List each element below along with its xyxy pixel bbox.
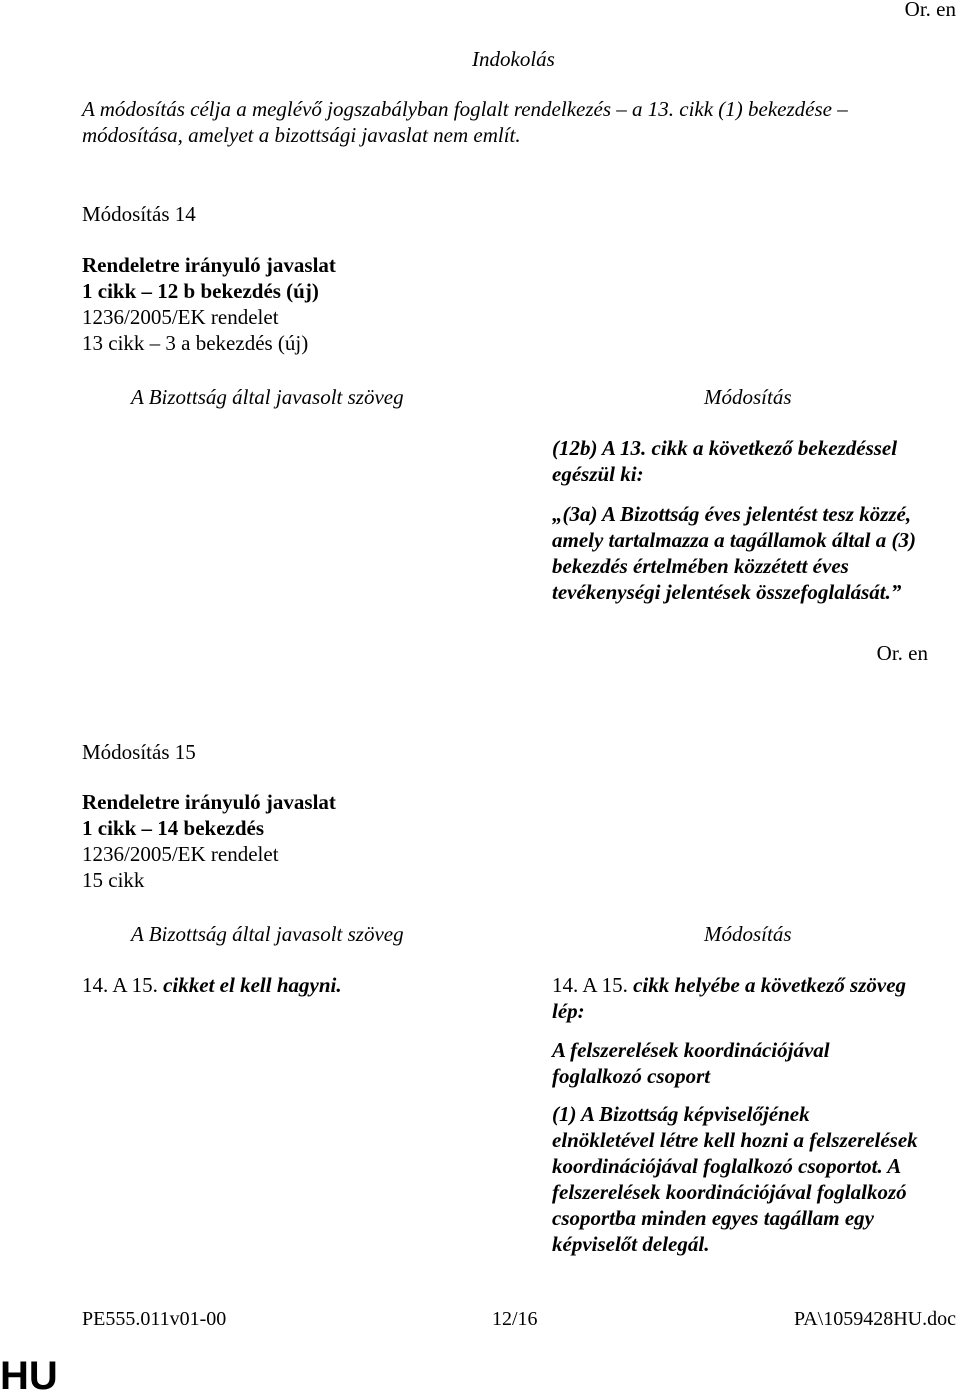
reference-line: Rendeletre irányuló javaslat <box>82 790 336 814</box>
reference-line: 15 cikk <box>82 868 145 892</box>
amendment-14-left-column-header: A Bizottság által javasolt szöveg <box>131 385 404 409</box>
amendment-15-new-heading <box>552 1037 830 1089</box>
justification-text <box>82 96 848 148</box>
amendment-text-line: „(3a) A Bizottság éves jelentést tesz közzé, <box>552 502 912 526</box>
amendment-15-right-column-header: Módosítás <box>704 922 792 946</box>
amendment-14-title: Módosítás 14 <box>82 202 196 226</box>
amendment-14-right-column-header: Módosítás <box>704 385 792 409</box>
amendment-text-line: bekezdés értelmében közzétett éves <box>552 554 849 578</box>
justification-heading: Indokolás <box>472 47 555 71</box>
article-number: 14. A 15. <box>552 973 628 997</box>
amendment-15-reference <box>82 789 336 893</box>
amendment-text-line: lép: <box>552 999 585 1023</box>
amendment-14-quote <box>552 501 916 605</box>
amendment-14-reference <box>82 252 336 356</box>
language-code: HU <box>0 1354 58 1398</box>
deletion-text: cikket el kell hagyni. <box>163 973 342 997</box>
amendment-text-line: amely tartalmazza a tagállamok által a (3) <box>552 528 916 552</box>
amendment-text-line: cikk helyébe a következő szöveg <box>633 973 907 997</box>
amendment-text-line: (12b) A 13. cikk a következő bekezdéssel <box>552 436 898 460</box>
amendment-15-title: Módosítás 15 <box>82 740 196 764</box>
amendment-14-intro <box>552 435 897 487</box>
reference-line: 1236/2005/EK rendelet <box>82 305 279 329</box>
amendment-text-line: koordinációjával foglalkozó csoportot. A <box>552 1154 902 1178</box>
amendment-text-line: felszerelések koordinációjával foglalkozó <box>552 1180 907 1204</box>
article-number: 14. A 15. <box>82 973 158 997</box>
footer-document-reference: PE555.011v01-00 <box>82 1308 227 1330</box>
reference-line: 1 cikk – 12 b bekezdés (új) <box>82 279 319 303</box>
amendment-text-line: A felszerelések koordinációjával <box>552 1038 830 1062</box>
reference-line: Rendeletre irányuló javaslat <box>82 253 336 277</box>
amendment-15-left-text <box>82 972 342 998</box>
amendment-15-new-paragraph <box>552 1101 918 1257</box>
footer-file-name: PA\1059428HU.doc <box>793 1308 956 1330</box>
reference-line: 1 cikk – 14 bekezdés <box>82 816 265 840</box>
amendment-14-original-language: Or. en <box>876 641 928 665</box>
justification-line: módosítása, amelyet a bizottsági javaslat nem említ. <box>82 123 521 147</box>
amendment-text-line: képviselőt delegál. <box>552 1232 710 1256</box>
amendment-15-left-column-header: A Bizottság által javasolt szöveg <box>131 922 404 946</box>
amendment-15-right-text <box>552 972 906 1024</box>
amendment-text-line: elnökletével létre kell hozni a felszerelések <box>552 1128 918 1152</box>
amendment-text-line: foglalkozó csoport <box>552 1064 711 1088</box>
amendment-text-line: tevékenységi jelentések összefoglalását.” <box>552 580 902 604</box>
reference-line: 1236/2005/EK rendelet <box>82 842 279 866</box>
reference-line: 13 cikk – 3 a bekezdés (új) <box>82 331 309 355</box>
amendment-text-line: egészül ki: <box>552 462 644 486</box>
amendment-text-line: csoportba minden egyes tagállam egy <box>552 1206 874 1230</box>
justification-line: A módosítás célja a meglévő jogszabályban foglalt rendelkezés – a 13. cikk (1) bekezdése – <box>82 97 848 121</box>
amendment-text-line: (1) A Bizottság képviselőjének <box>552 1102 810 1126</box>
footer-page-number: 12/16 <box>492 1308 538 1330</box>
original-language-top: Or. en <box>904 0 956 21</box>
